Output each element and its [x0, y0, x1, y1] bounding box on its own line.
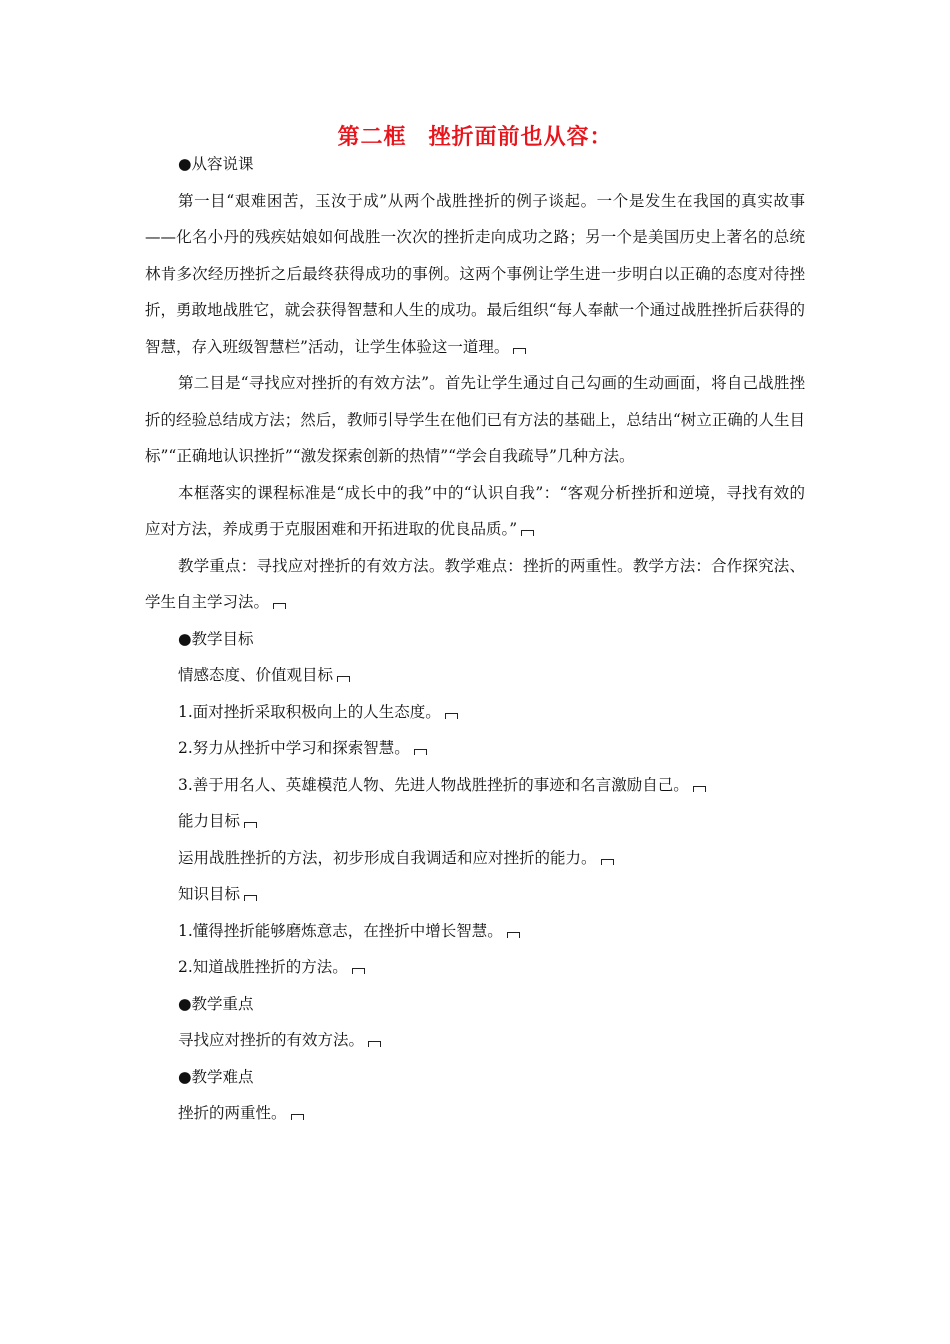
section-heading-difficulty: ●教学难点 [178, 1067, 254, 1086]
paragraph-4: 教学重点：寻找应对挫折的有效方法。教学难点：挫折的两重性。教学方法：合作探究法、学生自主学习法。 [145, 556, 805, 611]
difficulty-text: 挫折的两重性。 [145, 1095, 805, 1132]
ability-goal-heading: 能力目标 [145, 803, 805, 840]
emotion-goal-item: 1.面对挫折采取积极向上的人生态度。 [145, 694, 805, 731]
title-part-2: 挫折面前也从容： [428, 125, 613, 150]
emotion-goal-heading: 情感态度、价值观目标 [145, 657, 805, 694]
paragraph-mark-icon [368, 1041, 381, 1047]
paragraph-2: 第二目是“寻找应对挫折的有效方法”。首先让学生通过自己勾画的生动画面，将自己战胜挫折的经验总结成方法；然后，教师引导学生在他们已有方法的基础上，总结出“树立正确的人生目标”“正确地认识挫折”“激发探索创新的热情”“学会自我疏导”几种方法。 [145, 374, 805, 465]
section-heading-key-point: ●教学重点 [178, 994, 254, 1013]
paragraph-1: 第一目“艰难困苦，玉汝于成”从两个战胜挫折的例子谈起。一个是发生在我国的真实故事——化名小丹的残疾姑娘如何战胜一次次的挫折走向成功之路；另一个是美国历史上著名的总统林肯多次经历挫折之后最终获得成功的事例。这两个事例让学生进一步明白以正确的态度对待挫折，勇敢地战胜它，就会获得智慧和人生的成功。最后组织“每人奉献一个通过战胜挫折后获得的智慧，存入班级智慧栏”活动，让学生体验这一道理。 [145, 191, 805, 356]
title-part-1: 第二框 [337, 125, 407, 150]
section-heading-course: ●从容说课 [178, 155, 254, 173]
emotion-goal-item: 2.努力从挫折中学习和探索智慧。 [145, 730, 805, 767]
paragraph-mark-icon [244, 822, 257, 828]
paragraph-mark-icon [521, 530, 534, 536]
paragraph-mark-icon [445, 713, 458, 719]
key-point-text: 寻找应对挫折的有效方法。 [145, 1022, 805, 1059]
paragraph-mark-icon [273, 603, 286, 609]
knowledge-goal-heading: 知识目标 [145, 876, 805, 913]
emotion-goal-item: 3.善于用名人、英雄模范人物、先进人物战胜挫折的事迹和名言激励自己。 [145, 767, 805, 804]
section-heading-goals: ●教学目标 [178, 629, 254, 648]
paragraph-mark-icon [337, 676, 350, 682]
paragraph-mark-icon [291, 1114, 304, 1120]
paragraph-3: 本框落实的课程标准是“成长中的我”中的“认识自我”：“客观分析挫折和逆境，寻找有效的应对方法，养成勇于克服困难和开拓进取的优良品质。” [145, 483, 805, 538]
ability-goal-item: 运用战胜挫折的方法，初步形成自我调适和应对挫折的能力。 [145, 840, 805, 877]
paragraph-mark-icon [507, 932, 520, 938]
knowledge-goal-item: 1.懂得挫折能够磨炼意志，在挫折中增长智慧。 [145, 913, 805, 950]
paragraph-mark-icon [414, 749, 427, 755]
knowledge-goal-item: 2.知道战胜挫折的方法。 [145, 949, 805, 986]
paragraph-mark-icon [693, 786, 706, 792]
paragraph-mark-icon [601, 859, 614, 865]
paragraph-mark-icon [352, 968, 365, 974]
paragraph-mark-icon [513, 348, 526, 354]
paragraph-mark-icon [244, 895, 257, 901]
document-body [145, 146, 805, 1132]
